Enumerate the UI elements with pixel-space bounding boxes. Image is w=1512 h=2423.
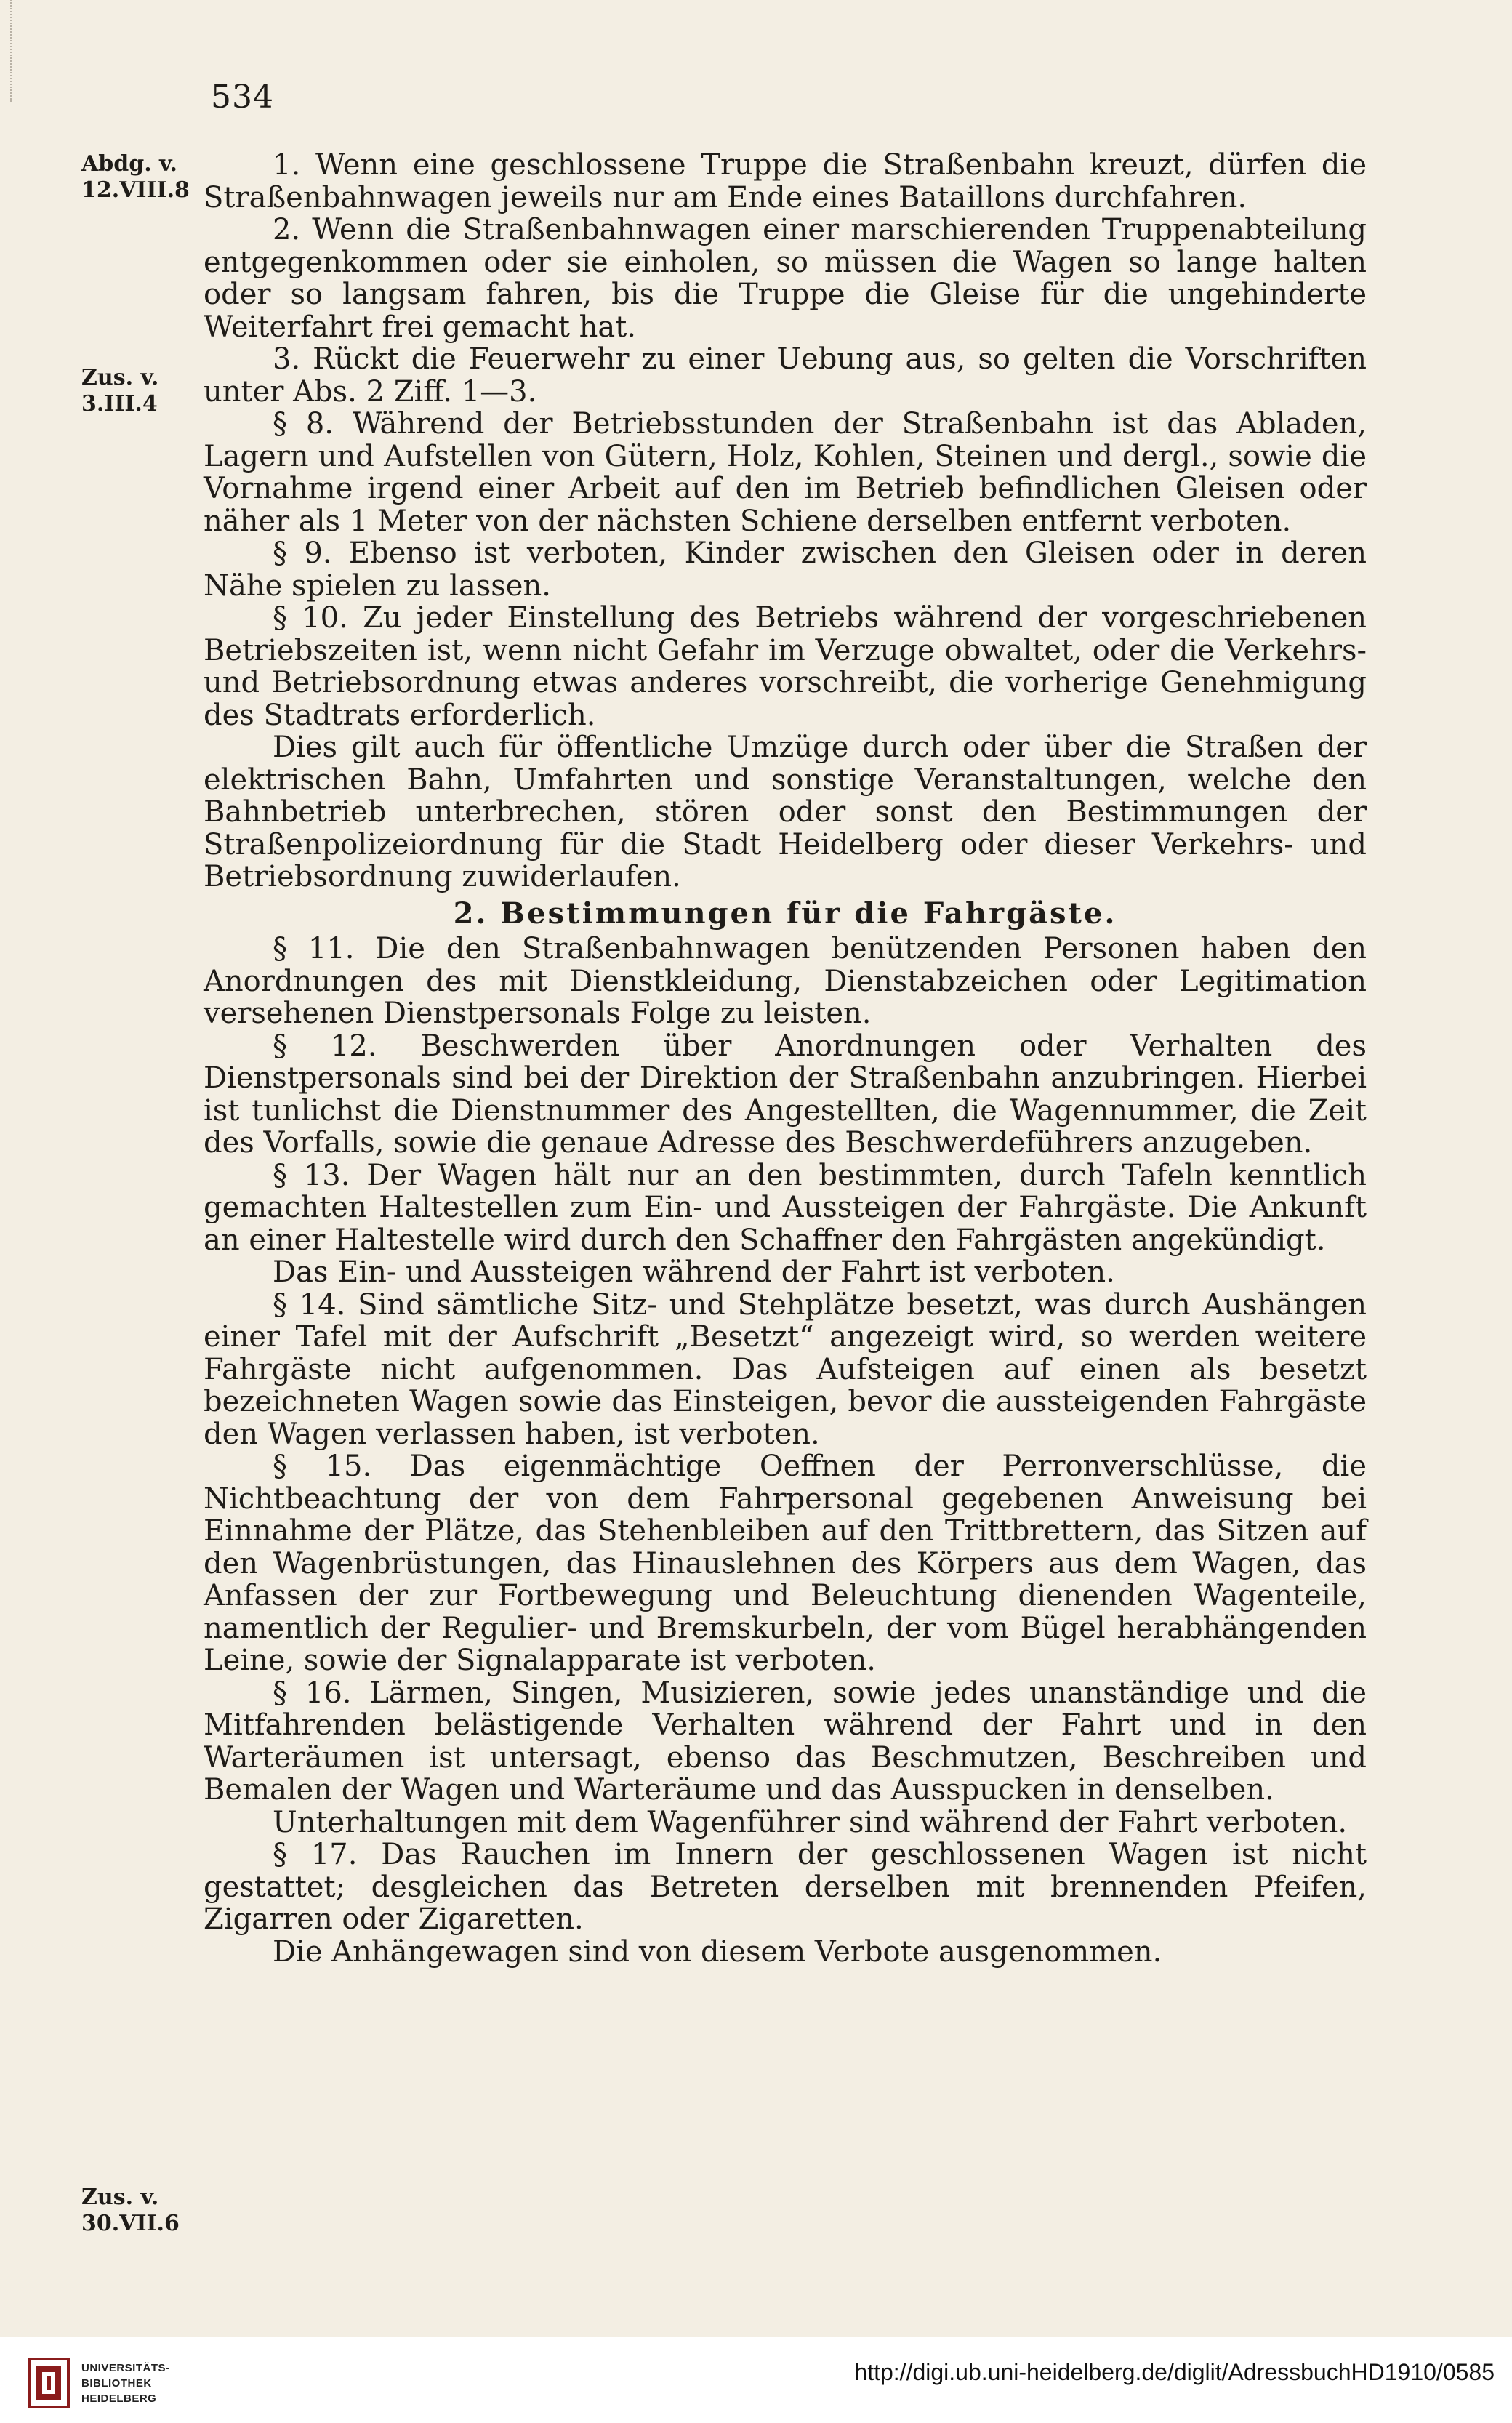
margin-note-amendment — [81, 151, 205, 204]
scan-edge-marks — [10, 0, 16, 102]
margin-note-line: 30.VII.6 — [81, 2211, 180, 2236]
paragraph: Die Anhängewagen sind von diesem Verbote ausgenommen. — [273, 1934, 1162, 1969]
source-url-link[interactable]: http://digi.ub.uni-heidelberg.de/diglit/AdressbuchHD1910/0585 — [854, 2359, 1495, 2385]
margin-note-line: 12.VIII.8 — [81, 177, 190, 203]
section-10: § 10. Zu jeder Einstellung des Betriebs während der vorgeschriebenen Betriebszeiten ist, wenn nicht Gefahr im Verzuge obwaltet, oder die Verkehrs- und Betriebsordnung etwas anderes vorschreibt, die vorherige Genehmigung des Stadtrats erforderlich. — [204, 601, 1367, 732]
library-name-line: BIBLIOTHEK — [81, 2377, 152, 2390]
margin-note-addition — [81, 2185, 205, 2237]
section-8: § 8. Während der Betriebsstunden der Straßenbahn ist das Abladen, Lagern und Aufstellen von Gütern, Holz, Kohlen, Steinen und dergl., sowie die Vornahme irgend einer Arbeit auf den im Betrieb befindlichen Gleisen oder näher als 1 Meter von der nächsten Schiene derselben entfernt verboten. — [204, 407, 1367, 538]
section-12: § 12. Beschwerden über Anordnungen oder Verhalten des Dienstpersonals sind bei der Direktion der Straßenbahn anzubringen. Hierbei ist tunlichst die Dienstnummer des Angestellten, die Wagennummer, die Zeit des Vorfalls, sowie die genaue Adresse des Beschwerdeführers anzugeben. — [204, 1029, 1367, 1160]
paragraph: Dies gilt auch für öffentliche Umzüge durch oder über die Straßen der elektrischen Bahn, Umfahrten und sonstige Veranstaltungen, welche den Bahnbetrieb unterbrechen, stören oder sonst den Bestimmungen der Straßenpolizeiordnung für die Stadt Heidelberg oder dieser Verkehrs- und Betriebsordnung zuwiderlaufen. — [204, 731, 1367, 893]
margin-note-line: Abdg. v. — [81, 151, 177, 177]
body-text — [204, 149, 1367, 1968]
margin-note-line: 3.III.4 — [81, 391, 158, 417]
university-seal-icon — [28, 2358, 70, 2408]
section-17: § 17. Das Rauchen im Innern der geschlossenen Wagen ist nicht gestattet; desgleichen das Betreten derselben mit brennenden Pfeifen, Zigarren oder Zigaretten. — [204, 1838, 1367, 1936]
section-15: § 15. Das eigenmächtige Oeffnen der Perronverschlüsse, die Nichtbeachtung der von dem Fahrpersonal gegebenen Anweisung bei Einnahme der Plätze, das Stehenbleiben auf den Trittbrettern, das Sitzen auf den Wagenbrüstungen, das Hinauslehnen des Körpers aus dem Wagen, das Anfassen der zur Fortbewegung und Beleuchtung dienenden Wagenteile, namentlich der Regulier- und Bremskurbeln, der vom Bügel herabhängenden Leine, sowie der Signalapparate ist verboten. — [204, 1450, 1367, 1677]
section-9: § 9. Ebenso ist verboten, Kinder zwischen den Gleisen oder in deren Nähe spielen zu lassen. — [204, 537, 1367, 603]
section-heading: 2. Bestimmungen für die Fahrgäste. — [453, 896, 1117, 931]
library-name-line: UNIVERSITÄTS- — [81, 2362, 170, 2374]
library-name-line: HEIDELBERG — [81, 2392, 157, 2405]
margin-note-line: Zus. v. — [81, 2185, 159, 2210]
footer-bar — [0, 2337, 1512, 2423]
library-name — [81, 2360, 170, 2406]
margin-note-line: Zus. v. — [81, 365, 159, 390]
page-number: 534 — [211, 79, 274, 116]
section-16: § 16. Lärmen, Singen, Musizieren, sowie jedes unanständige und die Mitfahrenden belästigende Verhalten während der Fahrt und in den Warteräumen ist untersagt, ebenso das Beschmutzen, Beschreiben und Bemalen der Wagen und Warteräume und das Ausspucken in denselben. — [204, 1676, 1367, 1807]
paragraph: Unterhaltungen mit dem Wagenführer sind während der Fahrt verboten. — [273, 1805, 1348, 1839]
section-11: § 11. Die den Straßenbahnwagen benützenden Personen haben den Anordnungen des mit Dienstkleidung, Dienstabzeichen oder Legitimation versehenen Dienstpersonals Folge zu leisten. — [204, 932, 1367, 1030]
paragraph: Das Ein- und Aussteigen während der Fahrt ist verboten. — [273, 1255, 1115, 1289]
paragraph: 1. Wenn eine geschlossene Truppe die Straßenbahn kreuzt, dürfen die Straßenbahnwagen jeweils nur am Ende eines Bataillons durchfahren. — [204, 148, 1367, 214]
paragraph: 2. Wenn die Straßenbahnwagen einer marschierenden Truppenabteilung entgegenkommen oder sie einholen, so müssen die Wagen so lange halten oder so langsam fahren, bis die Truppe die Gleise für die ungehinderte Weiterfahrt frei gemacht hat. — [204, 213, 1367, 344]
margin-note-addition — [81, 365, 205, 417]
library-logo[interactable] — [28, 2358, 217, 2408]
paragraph: 3. Rückt die Feuerwehr zu einer Uebung aus, so gelten die Vorschriften unter Abs. 2 Ziff. 1—3. — [204, 342, 1367, 409]
section-13: § 13. Der Wagen hält nur an den bestimmten, durch Tafeln kenntlich gemachten Haltestellen zum Ein- und Aussteigen der Fahrgäste. Die Ankunft an einer Haltestelle wird durch den Schaffner den Fahrgästen angekündigt. — [204, 1158, 1367, 1257]
section-14: § 14. Sind sämtliche Sitz- und Stehplätze besetzt, was durch Aushängen einer Tafel mit der Aufschrift „Besetzt“ angezeigt wird, so werden weitere Fahrgäste nicht aufgenommen. Das Aufsteigen auf einen als besetzt bezeichneten Wagen sowie das Einsteigen, bevor die aussteigenden Fahrgäste den Wagen verlassen haben, ist verboten. — [204, 1287, 1367, 1451]
